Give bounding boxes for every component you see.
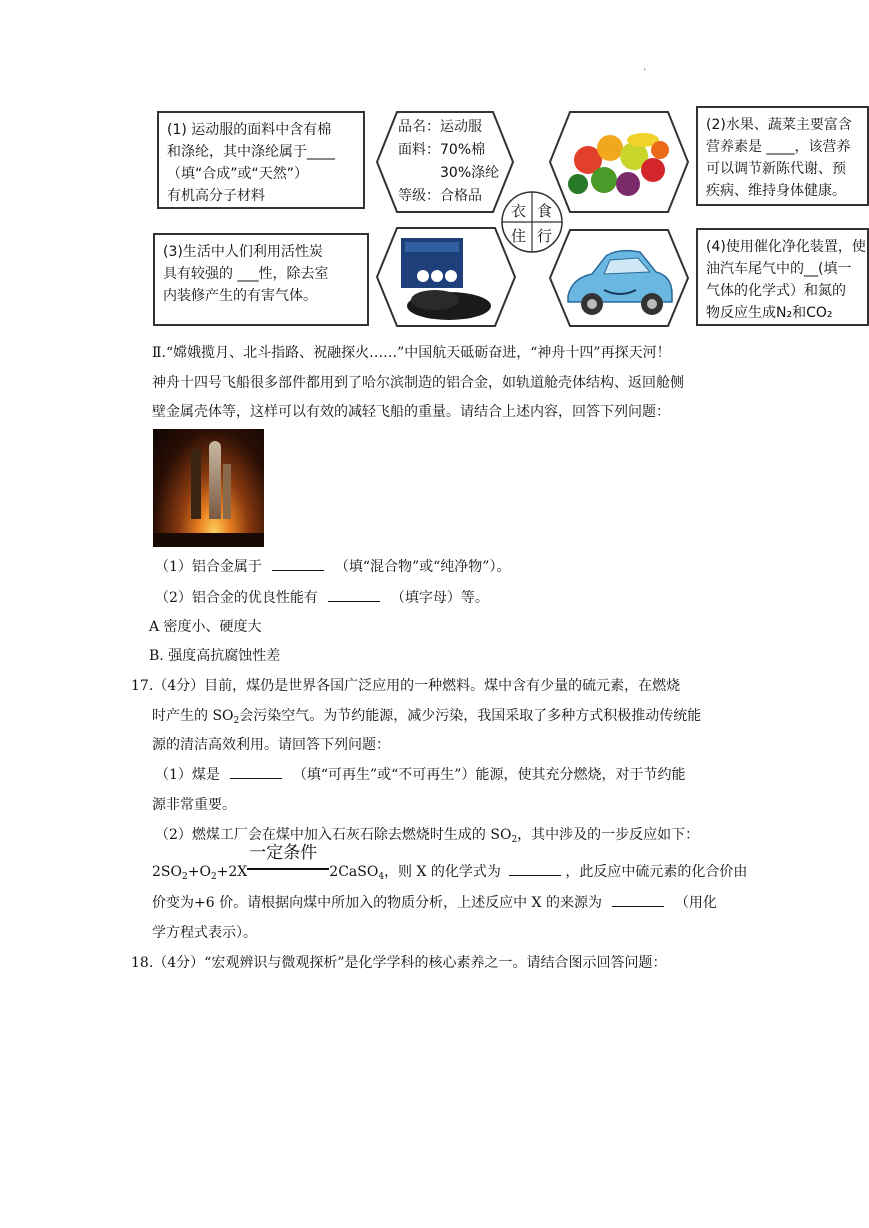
car-image	[548, 228, 690, 328]
eq-part: 2SO	[152, 864, 182, 880]
subscript: 2	[233, 716, 240, 726]
info-line: 疾病、维持身体健康。	[706, 183, 846, 199]
q17-text: （用化	[674, 895, 717, 911]
eq-part: +O	[187, 864, 211, 880]
info-line: 物反应生成N₂和CO₂	[706, 305, 833, 321]
info-line: 可以调节新陈代谢、预	[706, 161, 846, 177]
q17-text: ，其中涉及的一步反应如下：	[517, 827, 700, 843]
page-mark: .	[643, 62, 647, 73]
section2-line-3: 壁金属壳体等，这样可以有效的减轻飞船的重量。请结合上述内容，回答下列问题：	[152, 404, 670, 420]
option-b: B. 强度高抗腐蚀性差	[149, 648, 281, 664]
info-line: 内装修产生的有害气体。	[163, 288, 317, 304]
q17-text: 时产生的 SO	[152, 708, 234, 724]
q17-text: 价变为+6 价。请根据向煤中所加入的物质分析，上述反应中 X 的来源为	[152, 895, 602, 911]
info-line: 气体的化学式）和氮的	[706, 283, 846, 299]
q17-line-3: 源的清洁高效利用。请回答下列问题：	[152, 737, 390, 753]
info-line: (3)生活中人们利用活性炭	[163, 244, 323, 260]
rocket-launch-photo	[153, 429, 264, 547]
section2-line-1: Ⅱ.“嫦娥揽月、北斗指路、祝融探火……”中国航天砥砺奋进，“神舟十四”再探天河！	[152, 345, 671, 361]
center-char-housing: 住	[511, 227, 527, 245]
reaction-condition	[247, 843, 329, 876]
section2-line-2: 神舟十四号飞船很多部件都用到了哈尔滨制造的铝合金，如轨道舱壳体结构、返回舱侧	[152, 375, 684, 391]
q17-text: （1）煤是	[155, 767, 220, 783]
info-line: (4)使用催化净化装置，使	[706, 239, 866, 255]
q17-line-1: 17.（4分）目前，煤仍是世界各国广泛应用的一种燃料。煤中含有少量的硫元素，在燃烧	[131, 678, 681, 694]
label-line: 30%涤纶	[440, 165, 500, 181]
info-line: 有机高分子材料	[167, 188, 265, 204]
subscript: 2	[181, 872, 188, 882]
answer-blank[interactable]	[272, 556, 324, 571]
q17-part-3-cont: 学方程式表示）。	[152, 925, 257, 941]
fruit-vegetable-image	[548, 110, 690, 214]
question-1	[155, 552, 510, 582]
q17-text: （填“可再生”或“不可再生”）能源，使其充分燃烧，对于节约能	[292, 767, 686, 783]
q18-line-1: 18.（4分）“宏观辨识与微观探析”是化学学科的核心素养之一。请结合图示回答问题：	[131, 955, 667, 971]
label-line: 品名：运动服	[398, 119, 482, 135]
subscript: 4	[378, 872, 385, 882]
q17-part-1-cont: 源非常重要。	[152, 797, 236, 813]
info-box-housing	[153, 233, 369, 326]
center-char-travel: 行	[537, 227, 553, 245]
activated-carbon-image	[375, 226, 517, 328]
center-char-clothing: 衣	[511, 202, 527, 220]
answer-blank[interactable]	[230, 764, 282, 779]
answer-blank[interactable]	[612, 892, 664, 907]
info-line: 和涤纶，其中涤纶属于____	[167, 144, 335, 160]
clothing-label-text	[398, 116, 499, 208]
info-line: 油汽车尾气中的__(填一	[706, 261, 852, 277]
chemical-equation-line	[152, 843, 748, 892]
info-line: 营养素是 ____，该营养	[706, 139, 851, 155]
info-line: (1) 运动服的面料中含有棉	[167, 122, 332, 138]
info-line: (2)水果、蔬菜主要富含	[706, 117, 852, 133]
info-line: 具有较强的 ___性，除去室	[163, 266, 329, 282]
q17-part-1	[155, 760, 685, 790]
q1-hint: （填“混合物”或“纯净物”）。	[334, 559, 511, 575]
eq-part: ，则 X 的化学式为	[384, 864, 501, 880]
equation-line	[247, 868, 329, 870]
answer-blank[interactable]	[509, 861, 561, 876]
q2-hint: （填字母）等。	[390, 590, 489, 606]
q17-part-2	[155, 820, 699, 855]
label-line: 等级：合格品	[398, 188, 482, 204]
eq-part: ，此反应中硫元素的化合价由	[565, 864, 748, 880]
info-line: （填“合成”或“天然”）	[167, 166, 309, 182]
subscript: 2	[210, 872, 217, 882]
answer-blank[interactable]	[328, 587, 380, 602]
eq-part: 2CaSO	[329, 864, 379, 880]
q2-text: （2）铝合金的优良性能有	[155, 590, 318, 606]
q17-part-3	[152, 888, 717, 918]
center-char-food: 食	[537, 202, 553, 220]
q17-text: （2）燃煤工厂会在煤中加入石灰石除去燃烧时生成的 SO	[155, 827, 512, 843]
info-box-clothing	[157, 111, 365, 209]
label-line: 面料：70%棉	[398, 142, 486, 158]
info-box-food	[696, 106, 869, 206]
option-a: A 密度小、硬度大	[149, 619, 262, 635]
q1-text: （1）铝合金属于	[155, 559, 262, 575]
subscript: 2	[511, 835, 518, 845]
eq-part: +2X	[216, 864, 248, 880]
condition-text: 一定条件	[249, 843, 318, 863]
info-box-travel	[696, 228, 869, 326]
q17-text: 会污染空气。为节约能源，减少污染，我国采取了多种方式积极推动传统能	[239, 708, 702, 724]
question-2	[155, 583, 489, 613]
